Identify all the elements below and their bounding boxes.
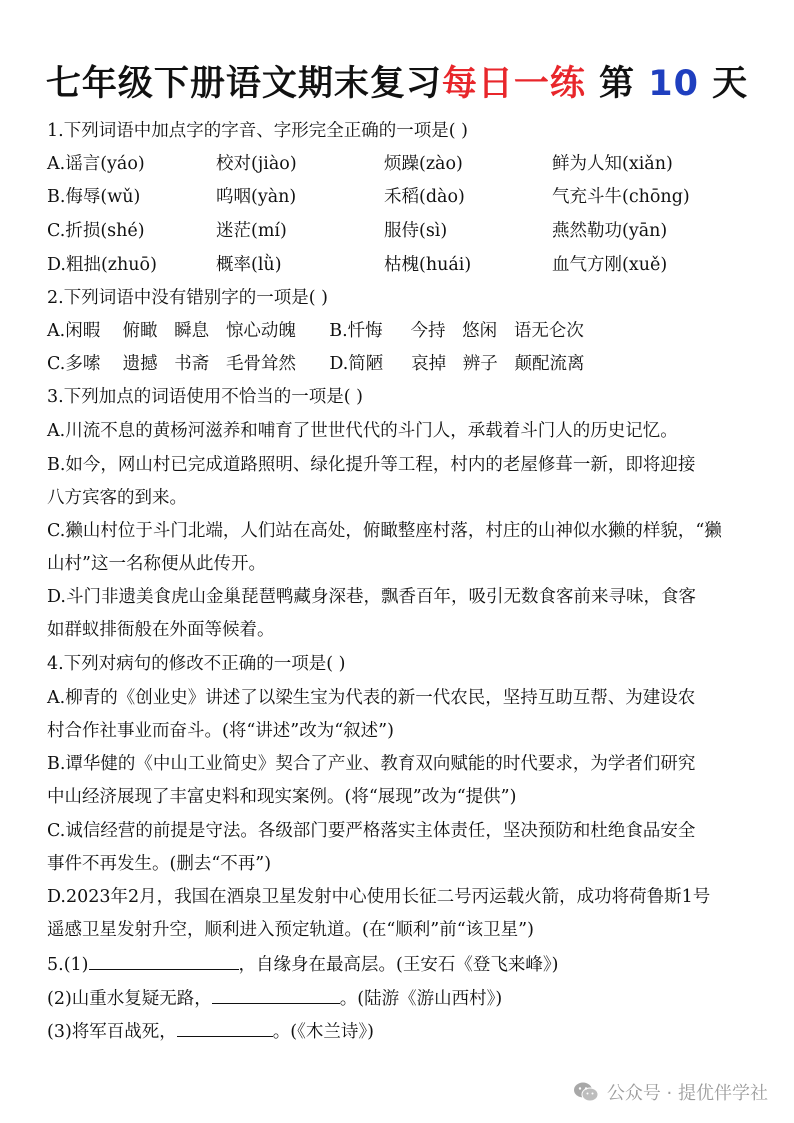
q1-option-c-word4: 燕然勒功(yān) — [552, 221, 668, 241]
q1-option-a-word2: 校对(jiào) — [216, 154, 297, 174]
q1-stem: 1.下列词语中加点字的字音、字形完全正确的一项是( ) — [47, 121, 468, 141]
wechat-icon — [573, 1081, 599, 1103]
q5-part3-source: 。(《木兰诗》) — [272, 1022, 374, 1042]
q5-part2-text: (2)山重水复疑无路， — [47, 989, 212, 1009]
q3-option-d-cont: 如群蚁排衙般在外面等候着。 — [47, 620, 275, 640]
q1-option-a-word3: 烦躁(zào) — [384, 154, 463, 174]
q1-option-d: D.粗拙(zhuō) — [47, 255, 157, 275]
q5-part3 — [47, 1019, 374, 1044]
q3-option-b-cont: 八方宾客的到来。 — [47, 488, 187, 508]
q3-option-c: C.獭山村位于斗门北端，人们站在高处，俯瞰整座村落，村庄的山神似水獭的样貌，“獭 — [47, 521, 722, 541]
q3-option-a: A.川流不息的黄杨河滋养和哺育了世世代代的斗门人，承载着斗门人的历史记忆。 — [47, 421, 678, 441]
q3-option-b: B.如今，网山村已完成道路照明、绿化提升等工程，村内的老屋修葺一新，即将迎接 — [47, 455, 696, 475]
q1-option-b-word4: 气充斗牛(chōng) — [552, 187, 690, 207]
q1-option-a: A.谣言(yáo) — [47, 154, 145, 174]
q1-option-d-word2: 概率(lǜ) — [216, 255, 282, 275]
q5-part3-text: (3)将军百战死， — [47, 1022, 177, 1042]
watermark-text: 公众号 · 提优伴学社 — [606, 1083, 768, 1104]
q4-option-a-cont: 村合作社事业而奋斗。(将“讲述”改为“叙述”) — [47, 721, 394, 741]
q4-stem: 4.下列对病句的修改不正确的一项是( ) — [47, 654, 346, 674]
title-day-suffix: 天 — [712, 64, 749, 104]
q5-part1-text: ，自缘身在最高层。(王安石《登飞来峰》) — [238, 955, 559, 975]
q4-option-c: C.诚信经营的前提是守法。各级部门要严格落实主体责任，坚决预防和杜绝食品安全 — [47, 821, 696, 841]
q2-stem: 2.下列词语中没有错别字的一项是( ) — [47, 288, 328, 308]
q4-option-a: A.柳青的《创业史》讲述了以梁生宝为代表的新一代农民，坚持互助互帮、为建设农 — [47, 688, 696, 708]
watermark — [573, 1079, 768, 1105]
answer-blank-2[interactable] — [212, 986, 340, 1004]
q4-option-d-cont: 遥感卫星发射升空，顺利进入预定轨道。(在“顺利”前“该卫星”) — [47, 920, 534, 940]
q3-stem: 3.下列加点的词语使用不恰当的一项是( ) — [47, 387, 363, 407]
q4-option-d: D.2023年2月，我国在酒泉卫星发射中心使用长征二号丙运载火箭，成功将荷鲁斯1号 — [47, 887, 711, 907]
title-day-number: 10 — [648, 64, 699, 104]
q1-option-b: B.侮辱(wǔ) — [47, 187, 141, 207]
title-highlight: 每日一练 — [441, 64, 586, 104]
q1-option-c-word3: 服侍(sì) — [384, 221, 448, 241]
q1-option-b-word3: 禾稻(dào) — [384, 187, 465, 207]
q1-option-c-word2: 迷茫(mí) — [216, 221, 287, 241]
q1-option-d-word3: 枯槐(huái) — [384, 255, 472, 275]
q5-part1 — [47, 952, 558, 977]
answer-blank-3[interactable] — [177, 1019, 273, 1037]
q1-option-b-word2: 呜咽(yàn) — [216, 187, 297, 207]
q4-option-b-cont: 中山经济展现了丰富史料和现实案例。(将“展现”改为“提供”) — [47, 787, 517, 807]
q4-option-c-cont: 事件不再发生。(删去“不再”) — [47, 854, 272, 874]
page-title — [0, 56, 794, 106]
title-day-prefix: 第 — [585, 64, 636, 104]
q2-options-ab: A.闲暇 俯瞰 瞬息 惊心动魄 B.忏悔 今持 悠闲 语无仑次 — [47, 321, 584, 341]
q3-option-c-cont: 山村”这一名称便从此传开。 — [47, 554, 266, 574]
q4-option-b: B.谭华健的《中山工业简史》契合了产业、教育双向赋能的时代要求，为学者们研究 — [47, 754, 696, 774]
q1-option-a-word4: 鲜为人知(xiǎn) — [552, 154, 673, 174]
q3-option-d: D.斗门非遗美食虎山金巢琵琶鸭藏身深巷，飘香百年，吸引无数食客前来寻味，食客 — [47, 587, 696, 607]
q5-part2 — [47, 986, 502, 1011]
q5-part1-label: 5.(1) — [47, 955, 89, 975]
q5-part2-source: 。(陆游《游山西村》) — [339, 989, 503, 1009]
title-main: 七年级下册语文期末复习 — [45, 64, 442, 104]
answer-blank-1[interactable] — [89, 952, 239, 970]
q2-options-cd: C.多嗦 遗撼 书斋 毛骨耸然 D.简陋 哀掉 辨子 颠配流离 — [47, 354, 585, 374]
q1-option-c: C.折损(shé) — [47, 221, 145, 241]
q1-option-d-word4: 血气方刚(xuě) — [552, 255, 668, 275]
